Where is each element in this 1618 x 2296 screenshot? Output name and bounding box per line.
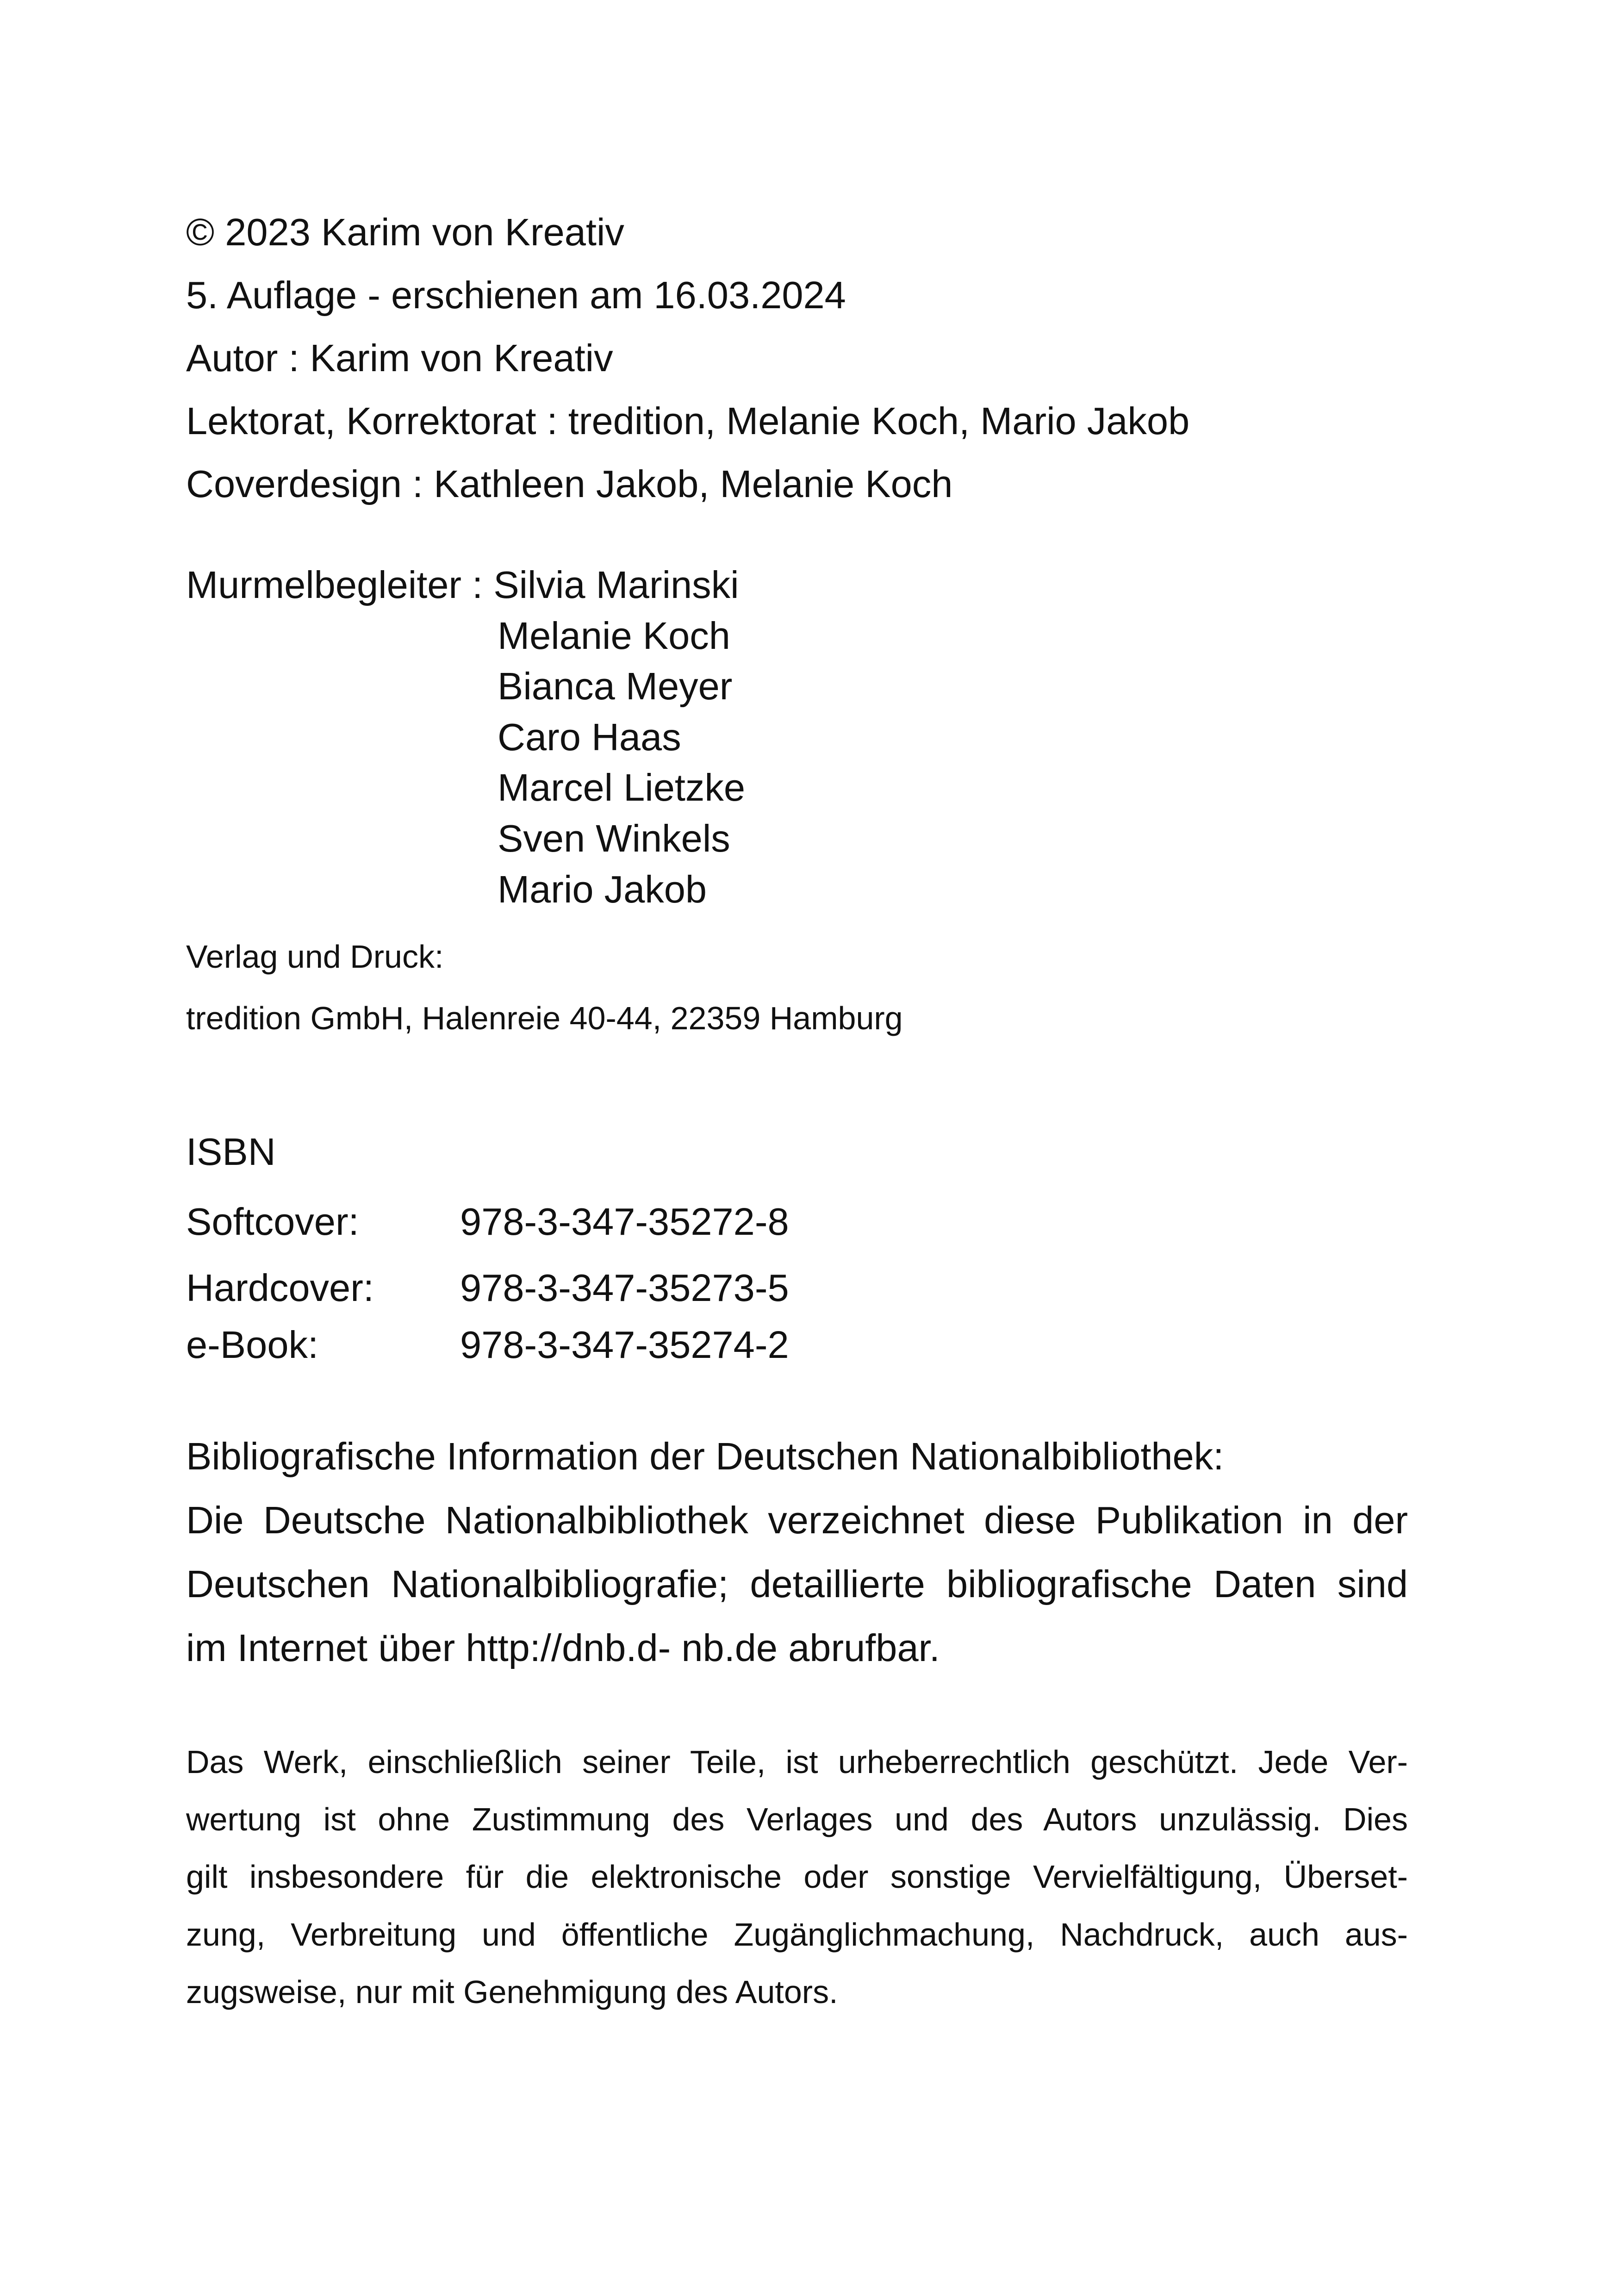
isbn-heading: ISBN xyxy=(186,1130,276,1173)
isbn-value: 978-3-347-35272-8 xyxy=(460,1200,789,1243)
companions-label: Murmelbegleiter : Silvia Marinski xyxy=(186,563,739,606)
copyright-notice-line: gilt insbesondere für die elektronische oder sonstige Vervielfältigung, Überset- xyxy=(186,1859,1408,1895)
bibliography-line: im Internet über http://dnb.d- nb.de abrufbar. xyxy=(186,1626,940,1669)
editing-line: Lektorat, Korrektorat : tredition, Melanie Koch, Mario Jakob xyxy=(186,399,1190,442)
bibliography-line: Die Deutsche Nationalbibliothek verzeichnet diese Publikation in der xyxy=(186,1499,1408,1542)
companion-name: Melanie Koch xyxy=(498,614,730,657)
companion-name: Mario Jakob xyxy=(498,868,707,911)
bibliography-line: Deutschen Nationalbibliografie; detaillierte bibliografische Daten sind xyxy=(186,1562,1408,1605)
copyright-notice-line: Das Werk, einschließlich seiner Teile, ist urheberrechtlich geschützt. Jede Ver- xyxy=(186,1744,1408,1780)
isbn-value: 978-3-347-35273-5 xyxy=(460,1266,789,1309)
copyright-notice-line: wertung ist ohne Zustimmung des Verlages und des Autors unzulässig. Dies xyxy=(186,1801,1408,1837)
copyright-notice-line: zung, Verbreitung und öffentliche Zugänglichmachung, Nachdruck, auch aus- xyxy=(186,1916,1408,1953)
companion-name: Marcel Lietzke xyxy=(498,766,746,809)
isbn-label: Softcover: xyxy=(186,1200,359,1243)
copyright-notice-line: zugsweise, nur mit Genehmigung des Autors. xyxy=(186,1974,838,2010)
companion-name: Caro Haas xyxy=(498,716,681,759)
companion-name: Sven Winkels xyxy=(498,817,730,860)
publisher-heading: Verlag und Druck: xyxy=(186,939,444,975)
bibliography-heading: Bibliografische Information der Deutschen Nationalbibliothek: xyxy=(186,1435,1224,1478)
companion-name: Bianca Meyer xyxy=(498,665,733,708)
isbn-label: e-Book: xyxy=(186,1323,319,1366)
edition-line: 5. Auflage - erschienen am 16.03.2024 xyxy=(186,274,846,317)
author-line: Autor : Karim von Kreativ xyxy=(186,336,613,380)
isbn-value: 978-3-347-35274-2 xyxy=(460,1323,789,1366)
copyright-line: © 2023 Karim von Kreativ xyxy=(186,211,624,254)
publisher-address: tredition GmbH, Halenreie 40-44, 22359 Hamburg xyxy=(186,1000,903,1036)
isbn-label: Hardcover: xyxy=(186,1266,374,1309)
cover-design-line: Coverdesign : Kathleen Jakob, Melanie Koch xyxy=(186,462,953,505)
